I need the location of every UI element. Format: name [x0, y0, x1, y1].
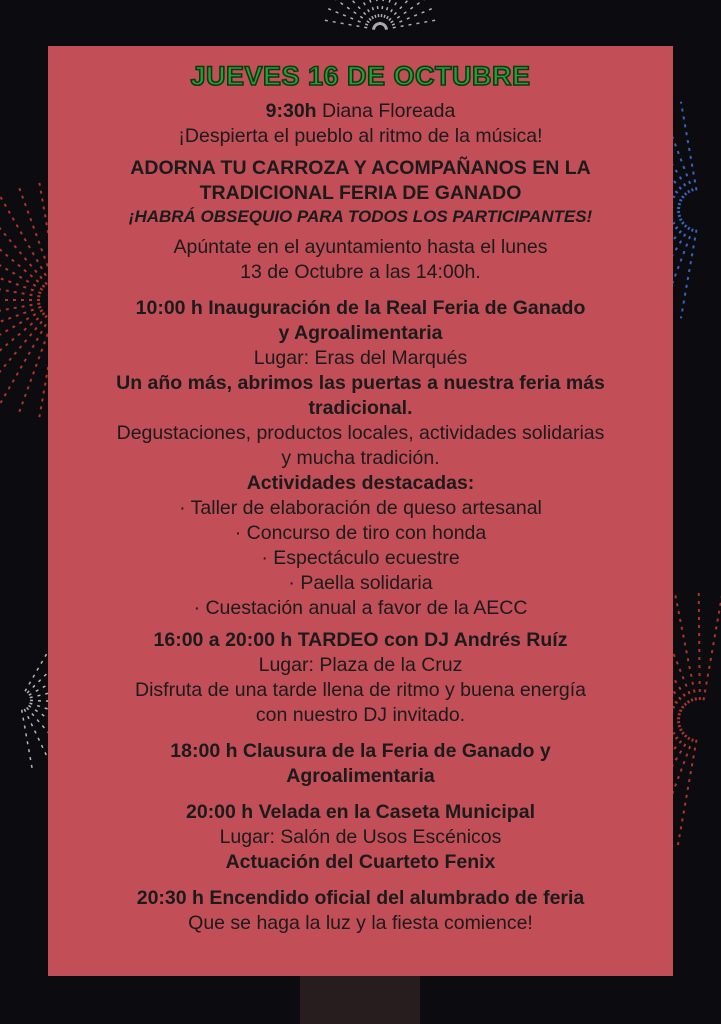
event-panel	[48, 46, 673, 976]
tardeo-title: 16:00 a 20:00 h TARDEO con DJ Andrés Ruíz	[153, 629, 568, 651]
diana-time: 9:30h	[265, 100, 317, 122]
carroza-line1: ADORNA TU CARROZA Y ACOMPAÑANOS EN LA	[130, 157, 591, 179]
activity-item: · Paella solidaria	[288, 572, 433, 594]
activity-item: · Cuestación anual a favor de la AECC	[193, 597, 528, 619]
tardeo-desc1: Disfruta de una tarde llena de ritmo y buena energía	[135, 679, 586, 701]
activity-item: · Concurso de tiro con honda	[234, 522, 487, 544]
carroza-signup1: Apúntate en el ayuntamiento hasta el lunes	[173, 236, 548, 258]
clausura-line2: Agroalimentaria	[286, 765, 435, 787]
inauguracion-place: Lugar: Eras del Marqués	[253, 347, 468, 369]
carroza-gift: ¡HABRÁ OBSEQUIO PARA TODOS LOS PARTICIPANTES!	[128, 207, 593, 226]
diana-line	[48, 99, 673, 124]
inauguracion-line1: 10:00 h Inauguración de la Real Feria de Ganado	[135, 297, 586, 319]
velada-place: Lugar: Salón de Usos Escénicos	[219, 826, 502, 848]
inauguracion-line2: y Agroalimentaria	[278, 322, 443, 344]
activity-item: · Espectáculo ecuestre	[261, 547, 460, 569]
carroza-signup2: 13 de Octubre a las 14:00h.	[240, 261, 481, 283]
inauguracion-desc2: y mucha tradición.	[281, 447, 440, 469]
clausura-line1: 18:00 h Clausura de la Feria de Ganado y	[170, 740, 551, 762]
velada-act: Actuación del Cuarteto Fenix	[225, 851, 496, 873]
diana-name: Diana Floreada	[322, 100, 456, 122]
diana-desc: ¡Despierta el pueblo al ritmo de la música!	[178, 125, 543, 147]
alumbrado-title: 20:30 h Encendido oficial del alumbrado de feria	[136, 887, 585, 909]
alumbrado-desc: Que se haga la luz y la fiesta comience!	[188, 912, 533, 934]
activity-item: · Taller de elaboración de queso artesanal	[179, 497, 542, 519]
inauguracion-open1: Un año más, abrimos las puertas a nuestra feria más	[116, 372, 605, 394]
velada-title: 20:00 h Velada en la Caseta Municipal	[186, 801, 535, 823]
inauguracion-desc1: Degustaciones, productos locales, actividades solidarias	[116, 422, 605, 444]
tardeo-desc2: con nuestro DJ invitado.	[255, 704, 466, 726]
inauguracion-open2: tradicional.	[308, 397, 413, 419]
activities-title: Actividades destacadas:	[246, 472, 475, 494]
page-title: JUEVES 16 DE OCTUBRE	[190, 61, 531, 91]
tardeo-place: Lugar: Plaza de la Cruz	[258, 654, 463, 676]
carroza-line2: TRADICIONAL FERIA DE GANADO	[199, 182, 522, 204]
